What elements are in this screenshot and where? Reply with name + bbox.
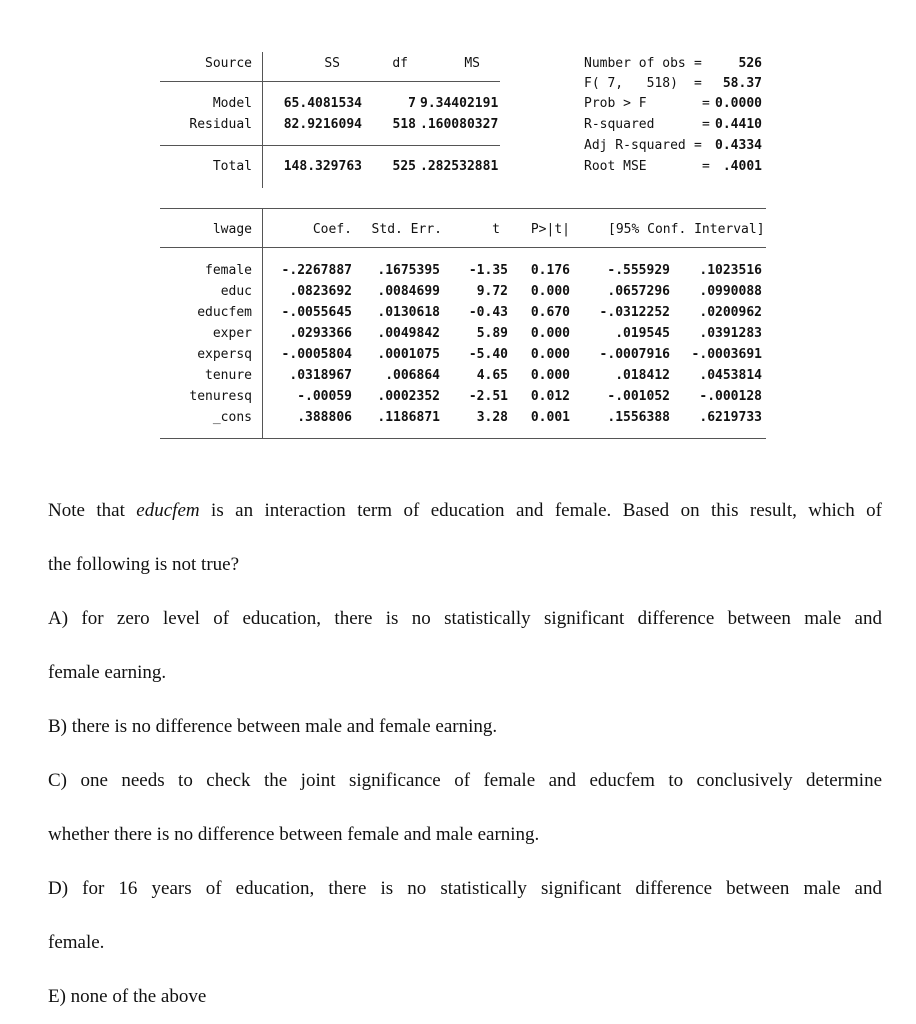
row-p: 0.670 bbox=[530, 305, 570, 320]
option-c[interactable]: C) one needs to check the joint significance of female and educfem to conclusively determine bbox=[48, 770, 882, 791]
row-se: .1186871 bbox=[377, 410, 440, 425]
row-ci-high: .0990088 bbox=[699, 284, 762, 299]
row-se: .0001075 bbox=[377, 347, 440, 362]
coef-header-se: Std. Err. bbox=[371, 222, 442, 237]
anova-row-source: Residual bbox=[189, 117, 252, 132]
stat-value: 0.4410 bbox=[715, 117, 762, 132]
row-var: educ bbox=[220, 284, 252, 299]
row-p: 0.000 bbox=[530, 326, 570, 341]
row-var: _cons bbox=[212, 410, 252, 425]
note-variable: educfem bbox=[136, 500, 200, 521]
row-ci-high: .0200962 bbox=[699, 305, 762, 320]
coefficient-table bbox=[160, 208, 780, 443]
row-p: 0.012 bbox=[530, 389, 570, 404]
coef-header-t: t bbox=[492, 222, 500, 237]
anova-total-rule bbox=[160, 145, 500, 146]
note-rest: is an interaction term of education and female. Based on this result, which of bbox=[211, 500, 882, 521]
row-ci-low: -.0312252 bbox=[599, 305, 670, 320]
option-a-continued: female earning. bbox=[48, 662, 167, 683]
row-t: 5.89 bbox=[476, 326, 508, 341]
row-se: .0130618 bbox=[377, 305, 440, 320]
stat-label: Root MSE bbox=[584, 159, 647, 174]
coef-top-rule bbox=[160, 208, 766, 209]
option-b[interactable]: B) there is no difference between male and female earning. bbox=[48, 716, 498, 737]
row-var: female bbox=[205, 263, 252, 278]
row-p: 0.001 bbox=[530, 410, 570, 425]
option-d[interactable]: D) for 16 years of education, there is no statistically significant difference between male and bbox=[48, 878, 882, 899]
row-t: -1.35 bbox=[468, 263, 508, 278]
row-t: -5.40 bbox=[468, 347, 508, 362]
row-se: .0002352 bbox=[377, 389, 440, 404]
stat-value: 0.4334 bbox=[715, 138, 762, 153]
anova-header-df: df bbox=[392, 56, 408, 71]
anova-row-ss: 65.4081534 bbox=[283, 96, 362, 111]
anova-header-rule bbox=[160, 81, 500, 82]
option-c-continued: whether there is no difference between female and male earning. bbox=[48, 824, 540, 845]
anova-header-ms: MS bbox=[464, 56, 480, 71]
anova-total-source: Total bbox=[212, 159, 252, 174]
row-p: 0.176 bbox=[530, 263, 570, 278]
row-ci-low: -.0007916 bbox=[599, 347, 670, 362]
anova-table bbox=[160, 52, 780, 192]
stat-eq: = bbox=[694, 138, 702, 153]
stat-label: Number of obs bbox=[584, 56, 686, 71]
row-ci-high: -.0003691 bbox=[691, 347, 762, 362]
anova-header-ss: SS bbox=[324, 56, 340, 71]
stat-eq: = bbox=[694, 56, 702, 71]
anova-total-ms: .282532881 bbox=[420, 159, 499, 174]
row-se: .0084699 bbox=[377, 284, 440, 299]
stat-eq: = bbox=[702, 117, 710, 132]
question-note-line bbox=[48, 499, 882, 523]
row-p: 0.000 bbox=[530, 347, 570, 362]
row-ci-low: -.001052 bbox=[607, 389, 670, 404]
row-coef: .0823692 bbox=[289, 284, 352, 299]
row-ci-low: .019545 bbox=[615, 326, 670, 341]
stat-label: Adj R-squared bbox=[584, 138, 686, 153]
row-coef: -.0055645 bbox=[281, 305, 352, 320]
row-ci-low: .018412 bbox=[615, 368, 670, 383]
row-ci-low: .0657296 bbox=[607, 284, 670, 299]
row-ci-high: .0453814 bbox=[699, 368, 762, 383]
option-a[interactable]: A) for zero level of education, there is no statistically significant difference between male and bbox=[48, 608, 882, 629]
anova-row-df: 7 bbox=[408, 96, 416, 111]
anova-vertical-rule bbox=[262, 52, 263, 188]
row-ci-low: .1556388 bbox=[607, 410, 670, 425]
note-prefix: Note that bbox=[48, 500, 125, 521]
stat-label: Prob > F bbox=[584, 96, 647, 111]
anova-header-source: Source bbox=[205, 56, 252, 71]
coef-header-ci: [95% Conf. Interval] bbox=[608, 222, 765, 237]
anova-total-df: 525 bbox=[392, 159, 416, 174]
anova-row-df: 518 bbox=[392, 117, 416, 132]
row-var: tenuresq bbox=[189, 389, 252, 404]
stat-eq: = bbox=[702, 159, 710, 174]
row-p: 0.000 bbox=[530, 284, 570, 299]
row-var: educfem bbox=[197, 305, 252, 320]
row-t: 9.72 bbox=[476, 284, 508, 299]
option-d-continued: female. bbox=[48, 932, 105, 953]
row-var: exper bbox=[212, 326, 252, 341]
stat-label: R-squared bbox=[584, 117, 655, 132]
stat-value: 526 bbox=[738, 56, 762, 71]
row-coef: .0293366 bbox=[289, 326, 352, 341]
coef-header-coef: Coef. bbox=[312, 222, 352, 237]
row-coef: -.00059 bbox=[297, 389, 352, 404]
row-ci-low: -.555929 bbox=[607, 263, 670, 278]
row-t: 4.65 bbox=[476, 368, 508, 383]
row-t: -0.43 bbox=[468, 305, 508, 320]
row-coef: -.0005804 bbox=[281, 347, 352, 362]
row-t: 3.28 bbox=[476, 410, 508, 425]
option-e[interactable]: E) none of the above bbox=[48, 986, 207, 1007]
coef-header-p: P>|t| bbox=[530, 222, 570, 237]
question-stem-line: the following is not true? bbox=[48, 554, 240, 575]
stat-value: 0.0000 bbox=[715, 96, 762, 111]
anova-row-ms: 9.34402191 bbox=[420, 96, 499, 111]
row-se: .006864 bbox=[385, 368, 440, 383]
coef-header-var: lwage bbox=[212, 222, 252, 237]
row-var: tenure bbox=[205, 368, 252, 383]
row-p: 0.000 bbox=[530, 368, 570, 383]
stat-value: 58.37 bbox=[722, 76, 762, 91]
anova-row-source: Model bbox=[212, 96, 252, 111]
row-t: -2.51 bbox=[468, 389, 508, 404]
row-ci-high: -.000128 bbox=[699, 389, 762, 404]
row-ci-high: .0391283 bbox=[699, 326, 762, 341]
row-ci-high: .1023516 bbox=[699, 263, 762, 278]
row-ci-high: .6219733 bbox=[699, 410, 762, 425]
row-coef: .0318967 bbox=[289, 368, 352, 383]
coef-header-rule bbox=[160, 247, 766, 248]
anova-row-ss: 82.9216094 bbox=[283, 117, 362, 132]
coef-bottom-rule bbox=[160, 438, 766, 439]
anova-total-ss: 148.329763 bbox=[283, 159, 362, 174]
row-coef: .388806 bbox=[297, 410, 352, 425]
row-coef: -.2267887 bbox=[281, 263, 352, 278]
stat-eq: = bbox=[694, 76, 702, 91]
stat-eq: = bbox=[702, 96, 710, 111]
row-se: .0049842 bbox=[377, 326, 440, 341]
coef-vertical-rule bbox=[262, 208, 263, 439]
stat-value: .4001 bbox=[722, 159, 762, 174]
stat-label: F( 7, 518) bbox=[584, 76, 678, 91]
row-se: .1675395 bbox=[377, 263, 440, 278]
row-var: expersq bbox=[197, 347, 252, 362]
anova-row-ms: .160080327 bbox=[420, 117, 499, 132]
